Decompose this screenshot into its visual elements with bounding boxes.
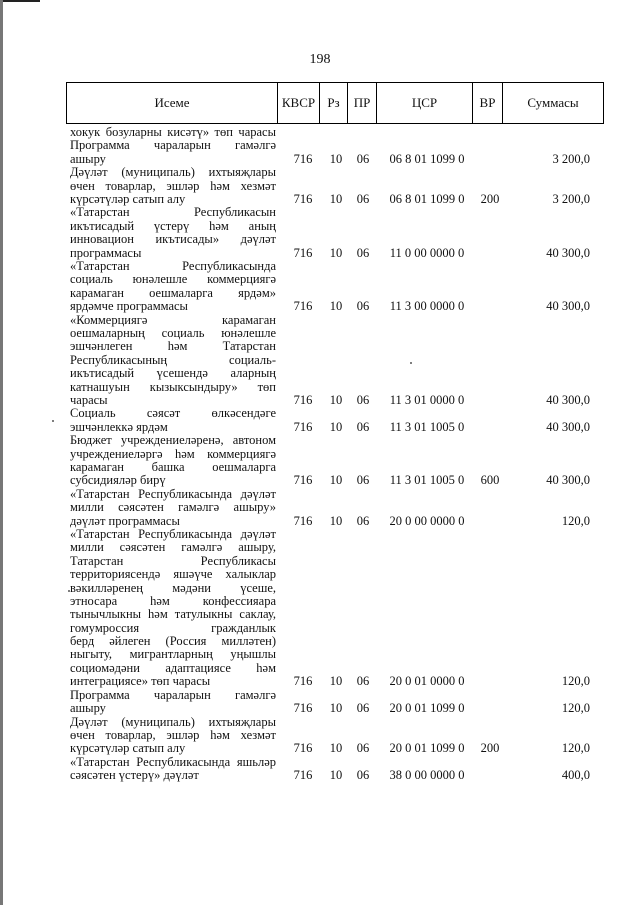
cell-sum: 120,0	[561, 741, 590, 756]
cell-kvsr: 716	[293, 245, 313, 260]
row-name-line: тынычлыкны һәм татулыкны саклау,	[70, 608, 276, 622]
row-name-line: Социаль сәясәт өлкәсендәге	[70, 407, 276, 421]
row-name-line: ашыру	[70, 152, 106, 166]
cell-kvsr: 716	[293, 473, 313, 488]
cell-csr: 11 3 01 1005 0	[389, 419, 465, 434]
cell-pr: 06	[356, 392, 370, 407]
row-name-line: хокук бозуларны кисәтү» төп чарасы	[70, 126, 276, 139]
cell-kvsr: 716	[293, 513, 313, 528]
row-name-line: «Татарстан Республикасын	[70, 206, 276, 220]
header-csr: ЦСР	[377, 83, 473, 123]
cell-pr: 06	[356, 245, 370, 260]
cell-rz: 10	[329, 701, 343, 716]
cell-csr: 20 0 01 1099 0	[389, 701, 465, 716]
cell-vr: 200	[480, 741, 500, 756]
cell-rz: 10	[329, 674, 343, 689]
cell-sum: 40 300,0	[546, 299, 590, 314]
cell-kvsr: 716	[293, 741, 313, 756]
cell-kvsr: 716	[293, 701, 313, 716]
cell-sum: 40 300,0	[546, 419, 590, 434]
table-row	[0, 314, 640, 408]
row-name	[70, 206, 276, 260]
row-name-line: социаль юнәлешле коммерциягә	[70, 273, 276, 287]
cell-rz: 10	[329, 191, 343, 206]
row-name	[70, 434, 276, 488]
row-name-line: интеграциясе» төп чарасы	[70, 675, 211, 689]
header-kvsr: КВСР	[278, 83, 320, 123]
row-name-line: программасы	[70, 246, 142, 260]
cell-csr: 38 0 00 0000 0	[389, 768, 465, 783]
cell-rz: 10	[329, 419, 343, 434]
cell-pr: 06	[356, 151, 370, 166]
cell-pr: 06	[356, 768, 370, 783]
row-name-line: эшчәнлеккә ярдәм	[70, 420, 168, 434]
row-name-line: Программа чараларын гамәлгә	[70, 688, 276, 702]
row-name-line: өчен товарлар, эшләр һәм хезмәт	[70, 728, 276, 742]
cell-sum: 400,0	[561, 768, 590, 783]
row-name-line: ярдәмче программасы	[70, 300, 188, 314]
cell-pr: 06	[356, 701, 370, 716]
cell-pr: 06	[356, 191, 370, 206]
scan-edge	[0, 0, 40, 2]
cell-vr: 200	[480, 191, 500, 206]
row-name-line: «Коммерциягә карамаган	[70, 313, 276, 327]
cell-pr: 06	[356, 674, 370, 689]
header-name: Исеме	[67, 83, 278, 123]
cell-csr: 11 3 00 0000 0	[389, 299, 465, 314]
row-name-line: территориясендә яшәүче халыклар	[70, 568, 276, 582]
table-row	[0, 756, 640, 783]
cell-csr: 20 0 01 1099 0	[389, 741, 465, 756]
table-row	[0, 126, 640, 166]
row-name	[70, 488, 276, 528]
table-body	[0, 126, 640, 783]
table-row	[0, 689, 640, 716]
row-name-line: субсидияләр бирү	[70, 474, 166, 488]
header-sum: Суммасы	[527, 95, 579, 110]
cell-rz: 10	[329, 392, 343, 407]
row-name-line: күрсәтүләр сатып алу	[70, 192, 186, 206]
row-name-line: күрсәтүләр сатып алу	[70, 742, 186, 756]
row-name-line: Бюджет учреждениеләренә, автоном	[70, 434, 276, 448]
row-name-line: вәкилләренең мәдәни үсеше,	[70, 581, 276, 595]
row-name-line: милли сәясәтен гамәлгә ашыру»	[70, 501, 276, 515]
row-name-line: Дәүләт (муниципаль) ихтыяҗлары	[70, 166, 276, 180]
row-name-line: сәясәтен үстерү» дәүләт	[70, 769, 199, 783]
cell-rz: 10	[329, 151, 343, 166]
row-name-line: этносара һәм конфессияара	[70, 594, 276, 608]
cell-csr: 06 8 01 1099 0	[389, 191, 465, 206]
row-name-line: «Татарстан Республикасында	[70, 259, 276, 273]
cell-sum: 120,0	[561, 701, 590, 716]
row-name	[70, 166, 276, 206]
row-name	[70, 689, 276, 716]
row-name-line: ашыру	[70, 702, 106, 716]
table-row	[0, 528, 640, 689]
cell-sum: 120,0	[561, 513, 590, 528]
row-name-line: Дәүләт (муниципаль) ихтыяҗлары	[70, 715, 276, 729]
cell-csr: 11 3 01 0000 0	[389, 392, 465, 407]
row-name-line: инновацион икътисады» дәүләт	[70, 233, 276, 247]
row-name	[70, 407, 276, 434]
cell-rz: 10	[329, 299, 343, 314]
cell-sum: 40 300,0	[546, 473, 590, 488]
row-name	[70, 126, 276, 166]
table-row	[0, 488, 640, 528]
row-name-line: өчен товарлар, эшләр һәм хезмәт	[70, 179, 276, 193]
cell-kvsr: 716	[293, 768, 313, 783]
row-name-line: дәүләт программасы	[70, 514, 180, 528]
cell-sum: 40 300,0	[546, 392, 590, 407]
row-name	[70, 314, 276, 408]
cell-pr: 06	[356, 299, 370, 314]
cell-sum: 120,0	[561, 674, 590, 689]
header-rz: Рз	[320, 83, 348, 123]
cell-sum: 3 200,0	[552, 191, 590, 206]
row-name-line: эшчәнлеген һәм Татарстан	[70, 340, 276, 354]
row-name-line: икътисадый үсешендә аларның	[70, 367, 276, 381]
cell-kvsr: 716	[293, 191, 313, 206]
cell-kvsr: 716	[293, 419, 313, 434]
cell-sum: 3 200,0	[552, 151, 590, 166]
row-name-line: карамаган оешмаларга ярдәм»	[70, 286, 276, 300]
cell-rz: 10	[329, 513, 343, 528]
cell-csr: 11 3 01 1005 0	[389, 473, 465, 488]
table-row	[0, 260, 640, 314]
cell-kvsr: 716	[293, 674, 313, 689]
cell-rz: 10	[329, 741, 343, 756]
header-pr: ПР	[348, 83, 377, 123]
row-name-line: учреждениеләргә һәм коммерциягә	[70, 447, 276, 461]
header-vr: ВР	[473, 83, 503, 123]
cell-rz: 10	[329, 768, 343, 783]
cell-vr: 600	[480, 473, 500, 488]
table-header	[66, 82, 604, 124]
row-name-line: Татарстан Республикасы	[70, 554, 276, 568]
row-name-line: чарасы	[70, 393, 108, 407]
row-name-line: социомәдәни адаптациясе һәм	[70, 661, 276, 675]
table-row	[0, 166, 640, 206]
cell-csr: 20 0 01 0000 0	[389, 674, 465, 689]
table-row	[0, 716, 640, 756]
row-name	[70, 260, 276, 314]
cell-sum: 40 300,0	[546, 245, 590, 260]
cell-kvsr: 716	[293, 299, 313, 314]
row-name-line: катнашуын кызыксындыру» төп	[70, 380, 276, 394]
cell-pr: 06	[356, 473, 370, 488]
row-name-line: Республикасының социаль-	[70, 353, 276, 367]
row-name	[70, 528, 276, 689]
cell-pr: 06	[356, 513, 370, 528]
row-name-line: карамаган башка оешмаларга	[70, 460, 276, 474]
row-name-line: икътисадый үстерү һәм аның	[70, 219, 276, 233]
cell-kvsr: 716	[293, 151, 313, 166]
table-row	[0, 206, 640, 260]
row-name-line: «Татарстан Республикасында дәүләт	[70, 527, 276, 541]
row-name	[70, 756, 276, 783]
cell-pr: 06	[356, 419, 370, 434]
cell-csr: 11 0 00 0000 0	[389, 245, 465, 260]
row-name-line: милли сәясәтен гамәлгә ашыру,	[70, 541, 276, 555]
cell-csr: 20 0 00 0000 0	[389, 513, 465, 528]
row-name-line: Программа чараларын гамәлгә	[70, 139, 276, 153]
row-name-line: «Татарстан Республикасында яшьләр	[70, 755, 276, 769]
cell-pr: 06	[356, 741, 370, 756]
cell-kvsr: 716	[293, 392, 313, 407]
row-name-line: берд әйлеген (Россия милләтен)	[70, 635, 276, 649]
table-row	[0, 434, 640, 488]
row-name-line: ныгыту, мигрантларның уңышлы	[70, 648, 276, 662]
row-name-line: «Татарстан Республикасында дәүләт	[70, 487, 276, 501]
page-number: 198	[309, 52, 331, 67]
table-row	[0, 407, 640, 434]
cell-csr: 06 8 01 1099 0	[389, 151, 465, 166]
row-name	[70, 716, 276, 756]
cell-rz: 10	[329, 473, 343, 488]
cell-rz: 10	[329, 245, 343, 260]
row-name-line: гомумроссия гражданлык	[70, 621, 276, 635]
row-name-line: оешмаларның социаль юнәлешле	[70, 326, 276, 340]
